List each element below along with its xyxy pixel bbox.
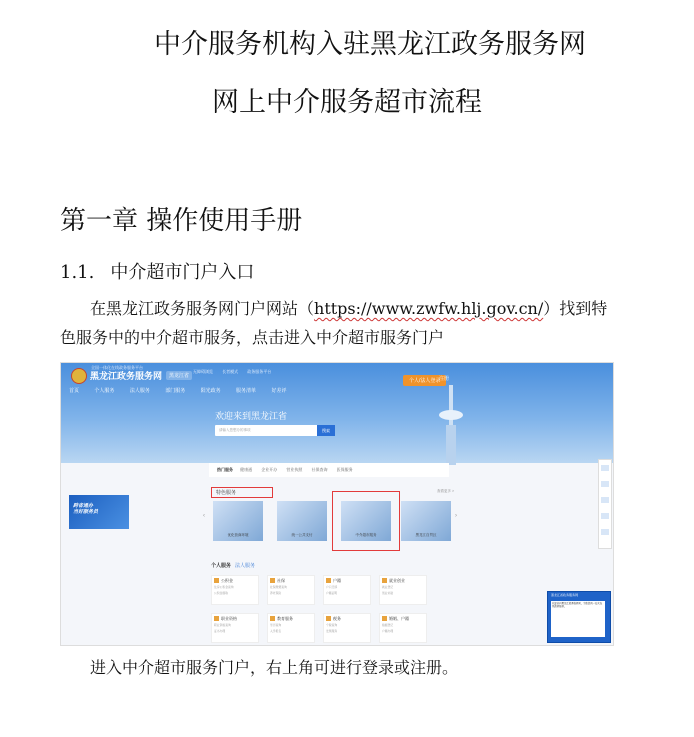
service-card-label: 黑龙江自贸区	[415, 533, 437, 537]
service-card-label: 优化营商环境	[227, 533, 249, 537]
body-paragraph	[60, 294, 620, 352]
service-line: 社保缴费查询	[270, 585, 287, 589]
toolbar-icon[interactable]	[601, 465, 609, 471]
toolbar-icon[interactable]	[601, 513, 609, 519]
service-line: 创业补贴	[382, 590, 394, 595]
service-tile[interactable]	[323, 575, 371, 605]
service-tile[interactable]	[211, 613, 259, 643]
chevron-left-icon[interactable]: ‹	[203, 513, 205, 519]
service-line: 学历查询	[270, 623, 282, 627]
service-name: 公积金	[221, 578, 233, 583]
service-name: 社保	[277, 578, 285, 583]
service-name: 户籍	[333, 578, 341, 583]
service-line: 公积金提取	[214, 590, 228, 595]
service-tile[interactable]	[211, 575, 259, 605]
more-link[interactable]: 查看更多 >	[437, 489, 455, 493]
banner-line: 跨省通办	[73, 503, 94, 509]
service-line: 养老保险	[270, 590, 282, 595]
service-icon	[214, 616, 219, 621]
toolbar-icon[interactable]	[601, 529, 609, 535]
doc-title-line2: 网上中介服务超市流程	[212, 87, 482, 118]
service-line: 职业资格查询	[214, 623, 231, 627]
search-button[interactable]: 搜索	[317, 425, 335, 436]
nav-item[interactable]: 首页	[69, 388, 80, 394]
service-name: 税务	[333, 616, 341, 621]
search-placeholder: 请输入您想办的事项	[219, 428, 251, 432]
hot-item[interactable]: 健康通	[240, 467, 253, 472]
welcome-text: 欢迎来到黑龙江省	[215, 411, 288, 421]
service-line: 婚姻登记	[382, 623, 394, 627]
popup-title: 黑龙江省政务服务网	[551, 593, 579, 597]
tab-personal[interactable]: 个人服务	[211, 563, 232, 569]
service-line: 户籍证明	[326, 590, 338, 595]
service-tile[interactable]	[379, 613, 427, 643]
hot-item[interactable]: 企业开办	[261, 467, 278, 472]
service-tile[interactable]	[379, 575, 427, 605]
nav-item[interactable]: 阳光政务	[200, 388, 221, 394]
service-line: 住房公积金查询	[214, 585, 234, 589]
nav-item[interactable]: 服务清单	[236, 388, 257, 394]
service-tile[interactable]	[267, 575, 315, 605]
top-link[interactable]: 长者模式	[222, 369, 239, 374]
doc-title-line1: 中介服务机构入驻黑龙江政务服务网	[154, 29, 586, 60]
section-title: 中介超市门户入口	[110, 262, 255, 283]
nav-item[interactable]: 部门服务	[165, 388, 186, 394]
service-name: 就业创业	[389, 578, 405, 583]
service-icon	[326, 578, 331, 583]
top-links	[193, 369, 279, 375]
site-logo[interactable]	[71, 367, 192, 385]
tab-legal[interactable]: 法人服务	[235, 563, 256, 569]
hot-services-bar	[209, 463, 449, 477]
para-text-pre: 在黑龙江政务服务网门户网站（	[90, 299, 315, 318]
personal-services-heading	[211, 562, 255, 569]
top-link[interactable]: 政务服务平台	[247, 369, 272, 374]
section-number: 1.1.	[60, 262, 95, 283]
emblem-icon	[71, 368, 87, 384]
chevron-right-icon[interactable]: ›	[455, 513, 457, 519]
nav-item[interactable]: 法人服务	[129, 388, 150, 394]
main-nav	[69, 387, 300, 394]
caption-paragraph: 进入中介超市服务门户，右上角可进行登录或注册。	[90, 658, 459, 677]
city-selector[interactable]: 黑龙江省	[166, 371, 192, 380]
service-line: 发票服务	[326, 628, 338, 633]
service-name: 婚姻、户籍	[389, 616, 409, 621]
login-button[interactable]: 个人/法人登录	[403, 375, 446, 386]
popup-body: 欢迎访问黑龙江政务服务网，为您提供一站式在线政务服务。	[551, 601, 605, 637]
service-line: 入学报名	[270, 628, 282, 633]
logo-title: 黑龙江政务服务网	[90, 371, 163, 382]
service-line: 就业登记	[382, 585, 394, 589]
service-name: 教育服务	[277, 616, 293, 621]
para-text-post: ）找到特色服务中的中介超市服务，点击进入中介超市服务门户	[60, 299, 608, 347]
service-icon	[382, 616, 387, 621]
tv-tower-illustration	[433, 385, 469, 465]
banner-line: 当好服务员	[73, 509, 99, 515]
special-services-heading: 特色服务	[211, 487, 273, 498]
top-link[interactable]: 无障碍浏览	[193, 369, 213, 374]
hot-item[interactable]: 医保服务	[336, 467, 353, 472]
service-icon	[382, 578, 387, 583]
nav-item[interactable]: 个人服务	[94, 388, 115, 394]
service-icon	[326, 616, 331, 621]
portal-screenshot	[60, 362, 614, 646]
service-card-label: 统一公共支付	[291, 533, 313, 537]
section-heading	[60, 258, 254, 284]
service-icon	[270, 578, 275, 583]
logo-subtitle: 全国一体化在线政务服务平台	[91, 365, 143, 370]
chapter-heading: 第一章 操作使用手册	[60, 206, 303, 236]
service-line: 个税查询	[326, 623, 338, 627]
register-link[interactable]: 注册	[439, 376, 450, 382]
service-card-label: 中介超市服务	[355, 533, 377, 537]
service-tile[interactable]	[323, 613, 371, 643]
toolbar-icon[interactable]	[601, 497, 609, 503]
hot-item[interactable]: 社保查询	[311, 467, 328, 472]
hot-label: 热门服务	[217, 467, 233, 472]
hot-item[interactable]: 营业执照	[286, 467, 303, 472]
service-line: 户口迁移	[326, 585, 338, 589]
promo-banner-text	[73, 503, 98, 515]
service-line: 户籍办理	[382, 628, 394, 633]
service-icon	[270, 616, 275, 621]
portal-url-link[interactable]: https://www.zwfw.hlj.gov.cn/	[314, 299, 544, 318]
service-tile[interactable]	[267, 613, 315, 643]
service-name: 职业资格	[221, 616, 237, 621]
service-icon	[214, 578, 219, 583]
service-line: 证书办理	[214, 628, 226, 633]
toolbar-icon[interactable]	[601, 481, 609, 487]
floating-toolbar[interactable]	[598, 459, 612, 549]
nav-item[interactable]: 好差评	[271, 388, 287, 394]
highlight-box	[332, 491, 400, 551]
